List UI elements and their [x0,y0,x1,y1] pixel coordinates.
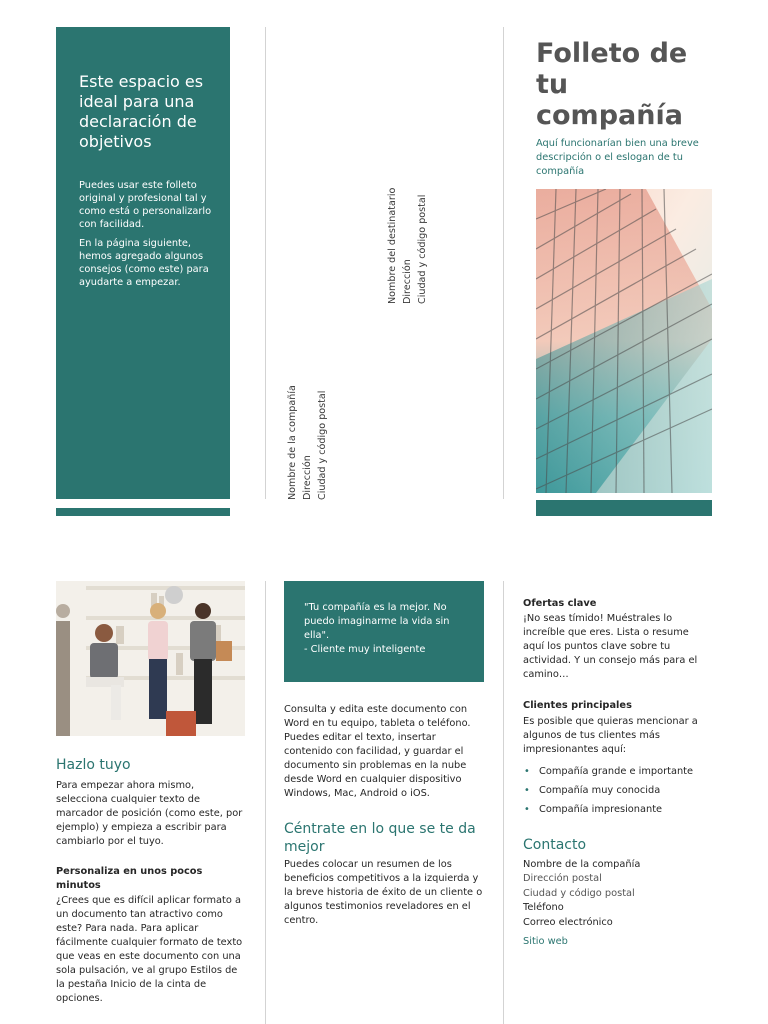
bullet: • [524,766,530,777]
client-name: Compañía muy conocida [539,785,661,796]
column-divider [265,27,266,499]
paragraph[interactable]: ¡No seas tímido! Muéstrales lo increíble que eres. Lista o resume aquí los puntos clave sobre tu actividad. Y un consejo más para el camino… [523,613,698,680]
column-divider [503,27,504,499]
section-heading[interactable]: Hazlo tuyo [56,757,131,773]
paragraph[interactable]: Para empezar ahora mismo, selecciona cualquier texto de marcador de posición (como este, por ejemplo) y empieza a escribir para cambiarlo por el tuyo. [56,780,243,847]
mission-paragraph[interactable]: En la página siguiente, hemos agregado algunos consejos (como este) para ayudarte a empezar. [79,238,209,288]
quote-text[interactable]: "Tu compañía es la mejor. No puedo imaginarme la vida sin ella". [304,602,450,641]
quote-author[interactable]: - Cliente muy inteligente [304,644,426,655]
contact-phone[interactable]: Teléfono [523,902,564,913]
mission-body [79,179,214,295]
tagline[interactable]: Aquí funcionarían bien una breve descripción o el eslogan de tu compañía [536,138,699,177]
contact-email[interactable]: Correo electrónico [523,917,613,928]
paragraph[interactable]: Puedes colocar un resumen de los beneficios competitivos a la izquierda y la breve historia de éxito de un cliente o algunos testimonios reveladores en el centro. [284,859,483,926]
building-image[interactable] [536,189,712,493]
contact-website[interactable]: Sitio web [523,936,568,947]
section-heading[interactable]: Céntrate en lo que se te da mejor [284,821,476,855]
testimonial-text [304,601,469,657]
accent-bar [56,508,230,516]
contact-heading[interactable]: Contacto [523,837,587,853]
title-line[interactable]: tu [536,69,569,100]
list-item[interactable] [523,803,713,817]
testimonial-box [284,581,484,682]
paragraph[interactable]: Consulta y edita este documento con Word en tu equipo, tableta o teléfono. Puedes editar el texto, insertar contenido con facilidad, y guardar el documento sin problemas en la nube desde Word en cualquier dispositivo Windows, Mac, Android o iOS. [284,704,471,799]
mission-paragraph[interactable]: Puedes usar este folleto original y profesional tal y como está o personalizarlo con facilidad. [79,180,212,230]
list-item[interactable] [523,784,713,798]
team-photo-illustration [56,581,245,736]
sender-city[interactable]: Ciudad y código postal [317,390,328,500]
recipient-address[interactable]: Dirección [402,259,413,304]
list-item[interactable] [523,765,713,779]
mission-statement-panel [56,27,230,499]
subheading[interactable]: Personaliza en unos pocos minutos [56,866,203,891]
client-name: Compañía impresionante [539,804,663,815]
column-divider [503,581,504,1024]
mission-heading[interactable]: Este espacio es ideal para una declaración de objetivos [79,72,204,151]
contact-address[interactable]: Dirección postal [523,873,602,884]
brochure-title [536,38,716,131]
client-list [523,765,713,822]
team-photo[interactable] [56,581,245,736]
subheading[interactable]: Clientes principales [523,700,632,711]
paragraph[interactable]: Es posible que quieras mencionar a algunos de tus clientes más impresionantes aquí: [523,716,698,755]
accent-bar [536,500,712,516]
recipient-name[interactable]: Nombre del destinatario [387,187,398,304]
client-name: Compañía grande e importante [539,766,694,777]
paragraph[interactable]: ¿Crees que es difícil aplicar formato a un documento tan atractivo como este? Para nada. Para aplicar fácilmente cualquier formato de texto que veas en este documento con una sola pulsación, ve al grupo Estilos de la pestaña Inicio de la cinta de opciones. [56,895,243,1004]
sender-company-name[interactable]: Nombre de la compañía [287,385,298,500]
column-divider [265,581,266,1024]
contact-city[interactable]: Ciudad y código postal [523,888,635,899]
recipient-address-block [385,188,430,304]
sender-address-block [285,385,330,500]
bullet: • [524,785,530,796]
recipient-city[interactable]: Ciudad y código postal [417,194,428,304]
bullet: • [524,804,530,815]
contact-company[interactable]: Nombre de la compañía [523,859,641,870]
sender-address[interactable]: Dirección [302,455,313,500]
glass-building-illustration [536,189,712,493]
subheading[interactable]: Ofertas clave [523,598,597,609]
title-line[interactable]: Folleto de [536,38,688,69]
title-line[interactable]: compañía [536,100,683,131]
